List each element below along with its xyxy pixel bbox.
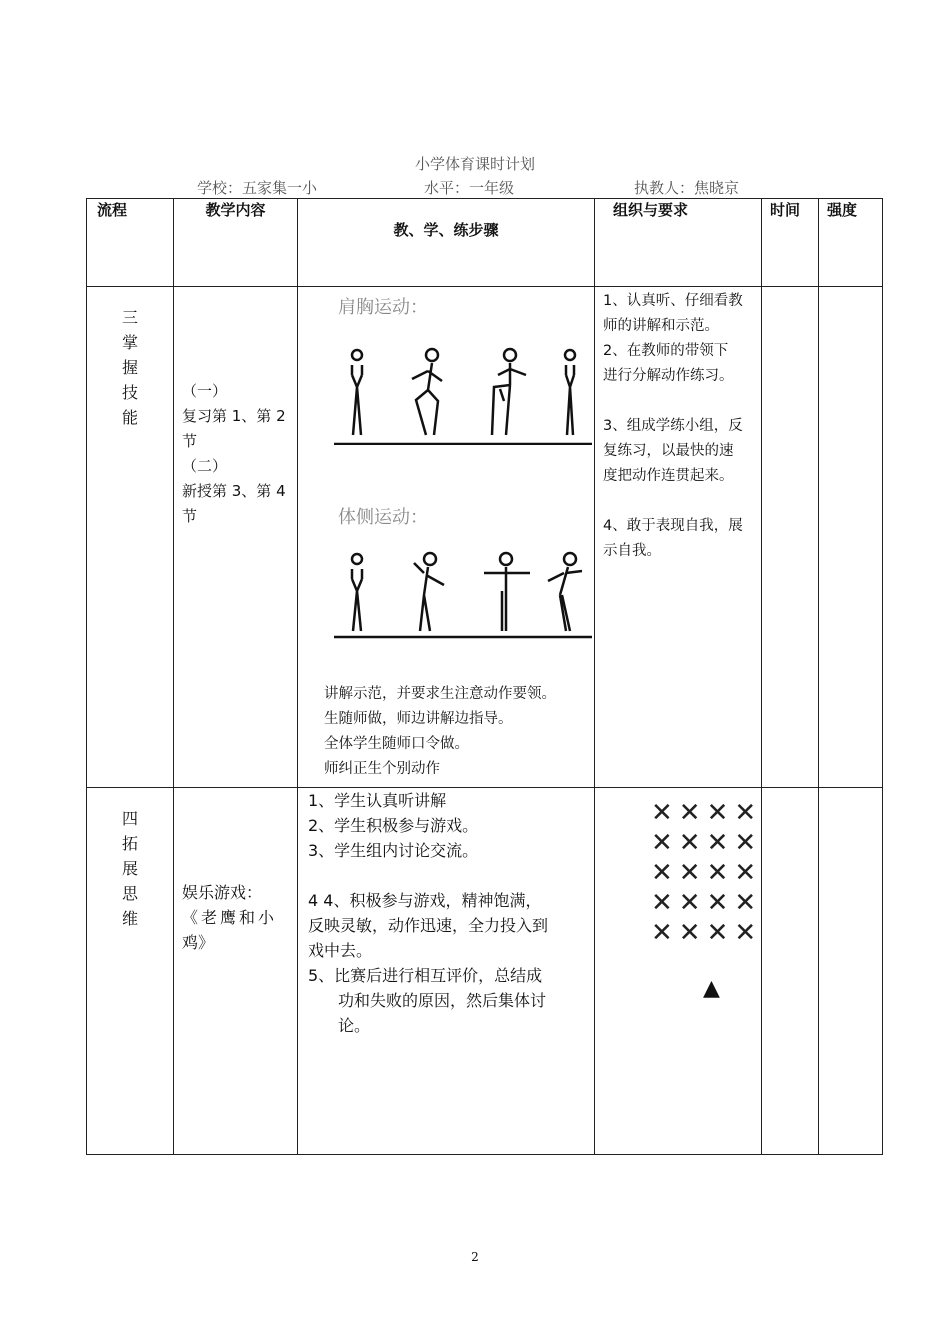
step-line: 1、学生认真听讲解 [308,791,447,810]
page-title: 小学体育课时计划 [414,155,535,173]
col-content: 教学内容 [174,199,298,287]
stretch-figures-side [334,551,592,641]
steps-cell [298,788,595,1155]
stretch-figures-shoulder [334,345,592,445]
student-formation [651,798,762,948]
step-line: 讲解示范，并要求生注意动作要领。 [324,686,556,702]
flow-char: 技 [121,383,138,402]
content-line: 节 [182,432,198,450]
formation-row: ✕✕✕✕ [651,888,763,918]
intensity-cell [819,788,883,1155]
step-line: 反映灵敏，动作迅速，全力投入到 [308,916,549,935]
flow-char: 拓 [121,834,138,853]
step-line: 师纠正生个别动作 [324,761,440,777]
flow-char: 四 [121,809,138,828]
org-line: 复练习，以最快的速 [603,443,734,459]
image-label-shoulder: 肩胸运动： [338,297,428,318]
school-label: 学校：五家集一小 [197,179,318,197]
level-label: 水平：一年级 [424,179,515,197]
table-header-row [87,199,883,287]
content-line: 鸡》 [182,933,215,952]
org-cell [595,287,762,788]
content-line: 新授第 3、第 4 [182,482,286,500]
content-line: （一） [182,382,228,400]
image-label-side: 体侧运动： [338,507,428,528]
col-intensity: 强度 [819,199,883,287]
step-line: 全体学生随师口令做。 [324,736,469,752]
content-line: 娱乐游戏： [182,883,263,902]
steps-cell [298,287,595,788]
org-line: 1、认真听、仔细看教 [603,293,743,309]
step-line: 2、学生积极参与游戏。 [308,816,479,835]
table-row [87,287,883,788]
flow-char: 握 [121,358,138,377]
org-line: 进行分解动作练习。 [603,368,734,384]
org-line: 度把动作连贯起来。 [603,468,734,484]
intensity-cell [819,287,883,788]
col-org: 组织与要求 [595,199,762,287]
content-line: （二） [182,457,228,475]
step-line: 5、比赛后进行相互评价，总结成 [308,966,543,985]
page-number: 2 [471,1250,479,1264]
step-line: 功和失败的原因，然后集体讨 [338,991,547,1010]
teacher-triangle-icon: ▲ [703,976,720,1001]
flow-char: 维 [121,909,138,928]
step-line: 3、学生组内讨论交流。 [308,841,479,860]
flow-char: 展 [121,859,138,878]
step-line: 生随师做，师边讲解边指导。 [324,711,513,727]
content-cell [174,287,298,788]
org-line: 2、在教师的带领下 [603,343,729,359]
table-row [87,788,883,1155]
flow-cell [87,788,174,1155]
org-line: 3、组成学练小组，反 [603,418,743,434]
content-line: 《老鹰和小 [182,908,278,927]
org-line: 示自我。 [603,543,661,559]
formation-row: ✕✕✕✕ [651,828,763,858]
content-line: 复习第 1、第 2 [182,407,286,425]
steps-text-block [324,682,556,782]
col-time: 时间 [762,199,819,287]
formation-row: ✕✕✕✕ [651,858,763,888]
content-cell [174,788,298,1155]
org-line: 师的讲解和示范。 [603,318,719,334]
col-flow: 流程 [87,199,174,287]
flow-char: 三 [121,308,138,327]
flow-cell [87,287,174,788]
lesson-plan-table [86,198,883,1155]
flow-char: 掌 [121,333,138,352]
content-line: 节 [182,507,198,525]
time-cell [762,287,819,788]
flow-char: 能 [121,408,138,427]
org-line: 4、敢于表现自我，展 [603,518,743,534]
step-line: 戏中去。 [308,941,373,960]
step-line: 论。 [338,1016,371,1035]
org-cell [595,788,762,1155]
step-line: 4 4、积极参与游戏，精神饱满， [308,891,542,910]
formation-row: ✕✕✕✕ [651,918,763,948]
teacher-label: 执教人：焦晓京 [634,179,740,197]
flow-char: 思 [121,884,138,903]
col-steps: 教、学、练步骤 [298,199,595,287]
time-cell [762,788,819,1155]
formation-row: ✕✕✕✕ [651,798,763,828]
